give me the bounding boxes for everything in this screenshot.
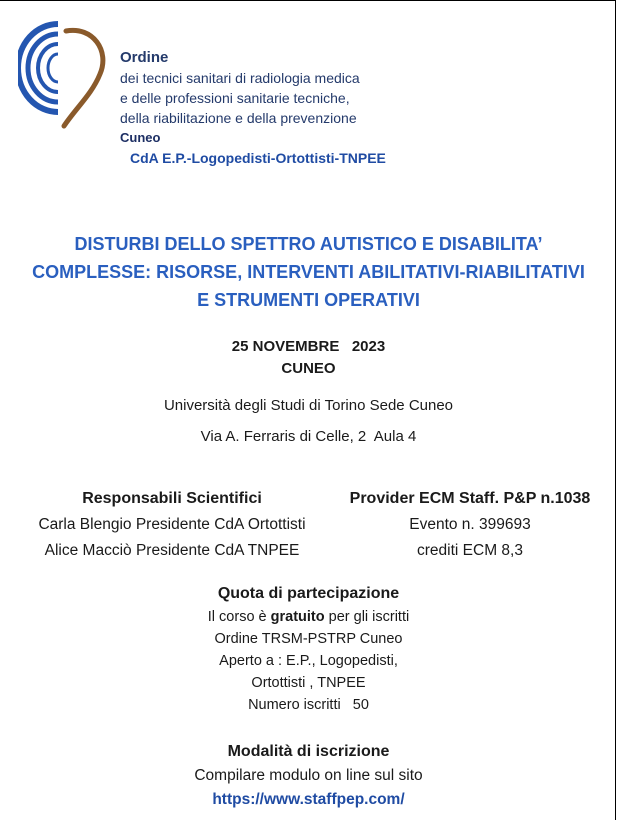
org-line: dei tecnici sanitari di radiologia medica [120,70,360,86]
cda-label: CdA E.P.-Logopedisti-Ortottisti-TNPEE [130,150,386,166]
quota-line: Numero iscritti 50 [248,697,369,713]
provider-line: Evento n. 399693 [409,516,531,533]
title-line: COMPLESSE: RISORSE, INTERVENTI ABILITATIVI-RIABILITATIVI [32,262,585,282]
modalita-block [0,740,617,812]
address: Via A. Ferraris di Celle, 2 Aula 4 [200,428,417,445]
responsabili-block [12,486,332,564]
event-date-block [0,336,617,380]
event-city: CUNEO [281,360,336,377]
quota-line: Aperto a : E.P., Logopedisti, [219,653,398,669]
registration-link[interactable]: https://www.staffpep.com/ [212,791,405,808]
modalita-heading: Modalità di iscrizione [227,743,390,760]
quota-line: Ordine TRSM-PSTRP Cuneo [214,631,403,647]
quota-text: Il corso è [207,609,271,625]
quota-heading: Quota di partecipazione [217,585,400,602]
org-title: Ordine [120,49,169,66]
quota-line: Ortottisti , TNPEE [251,675,366,691]
quota-block [0,582,617,716]
organization-block [120,48,360,148]
org-city: Cuneo [120,130,161,145]
event-title [0,230,617,314]
title-line: DISTURBI DELLO SPETTRO AUTISTICO E DISABILITA’ [74,234,543,254]
event-date: 25 NOVEMBRE 2023 [231,338,386,355]
order-logo [18,16,113,131]
venue: Università degli Studi di Torino Sede Cuneo [163,397,454,414]
responsabile-line: Carla Blengio Presidente CdA Ortottisti [38,516,306,533]
provider-heading: Provider ECM Staff. P&P n.1038 [349,490,591,507]
modalita-line: Compilare modulo on line sul sito [194,767,423,784]
org-line: della riabilitazione e della prevenzione [120,110,357,126]
provider-line: crediti ECM 8,3 [417,542,523,559]
quota-free: gratuito [270,609,325,625]
responsabile-line: Alice Macciò Presidente CdA TNPEE [44,542,300,559]
title-line: E STRUMENTI OPERATIVI [197,290,420,310]
quota-line [0,606,617,628]
responsabili-heading: Responsabili Scientifici [82,490,262,507]
org-line: e delle professioni sanitarie tecniche, [120,90,350,106]
quota-text: per gli iscritti [324,609,410,625]
provider-block [330,486,610,564]
